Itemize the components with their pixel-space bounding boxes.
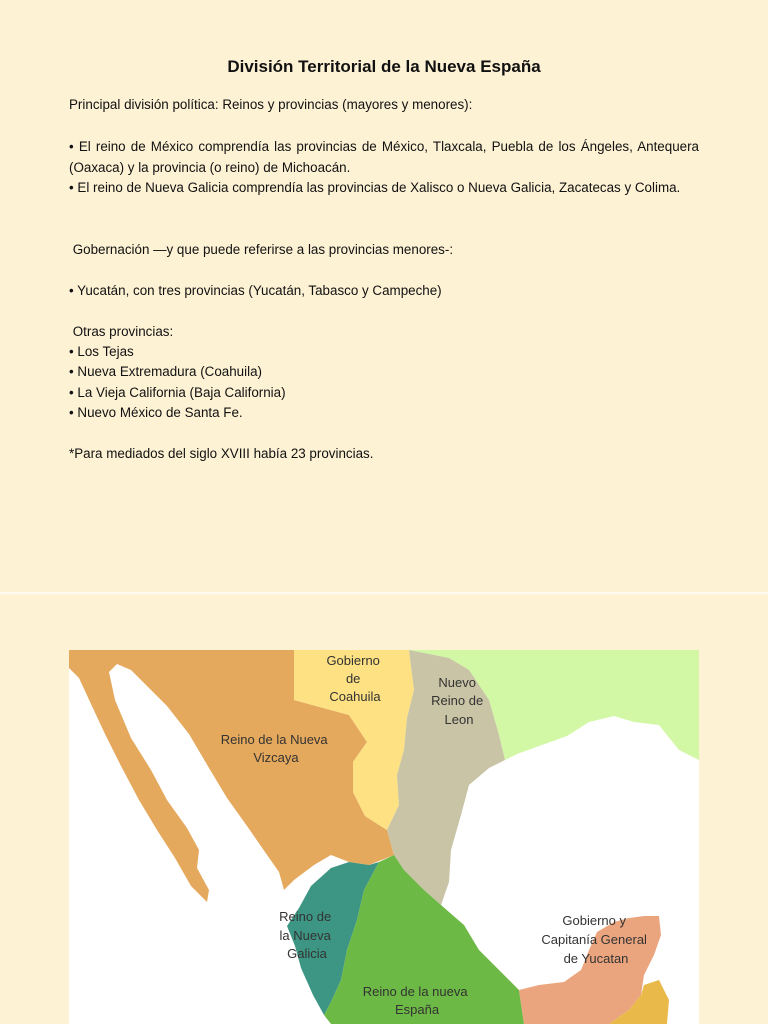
page-divider (0, 592, 768, 594)
gobernacion-heading: Gobernación —y que puede referirse a las provincias menores-: (69, 242, 454, 257)
label-nueva-espana: Reino de la nueva España (362, 984, 468, 1017)
document-title: División Territorial de la Nueva España (227, 57, 541, 76)
otras-item: • Nuevo México de Santa Fe. (69, 405, 243, 420)
otras-heading: Otras provincias: (69, 324, 174, 339)
label-coahuila: Gobierno de Coahuila (326, 653, 381, 704)
intro-text: Principal división política: Reinos y provincias (mayores y menores): (69, 97, 473, 112)
map-figure (69, 650, 699, 1024)
new-spain-map (69, 650, 699, 1024)
label-nueva-vizcaya: Reino de la Nueva Vizcaya (220, 732, 328, 765)
label-yucatan: Gobierno y Capitanía General de Yucatan (541, 913, 647, 966)
footnote: *Para mediados del siglo XVIII había 23 provincias. (69, 446, 374, 461)
otras-item: • La Vieja California (Baja California) (69, 385, 286, 400)
otras-item: • Nueva Extremadura (Coahuila) (69, 364, 262, 379)
gobernacion-item: • Yucatán, con tres provincias (Yucatán, Tabasco y Campeche) (69, 283, 442, 298)
reino-mexico-item: • El reino de México comprendía las provincias de México, Tlaxcala, Puebla de los Ángeles, Antequera (Oaxaca) y la provincia (o reino) de Michoacán. (69, 139, 699, 175)
label-nuevo-leon: Nuevo Reino de Leon (431, 675, 484, 727)
label-nueva-galicia: Reino de la Nueva Galicia (279, 909, 332, 961)
reino-nueva-galicia-item: • El reino de Nueva Galicia comprendía las provincias de Xalisco o Nueva Galicia, Zacatecas y Colima. (69, 180, 681, 195)
otras-item: • Los Tejas (69, 344, 134, 359)
